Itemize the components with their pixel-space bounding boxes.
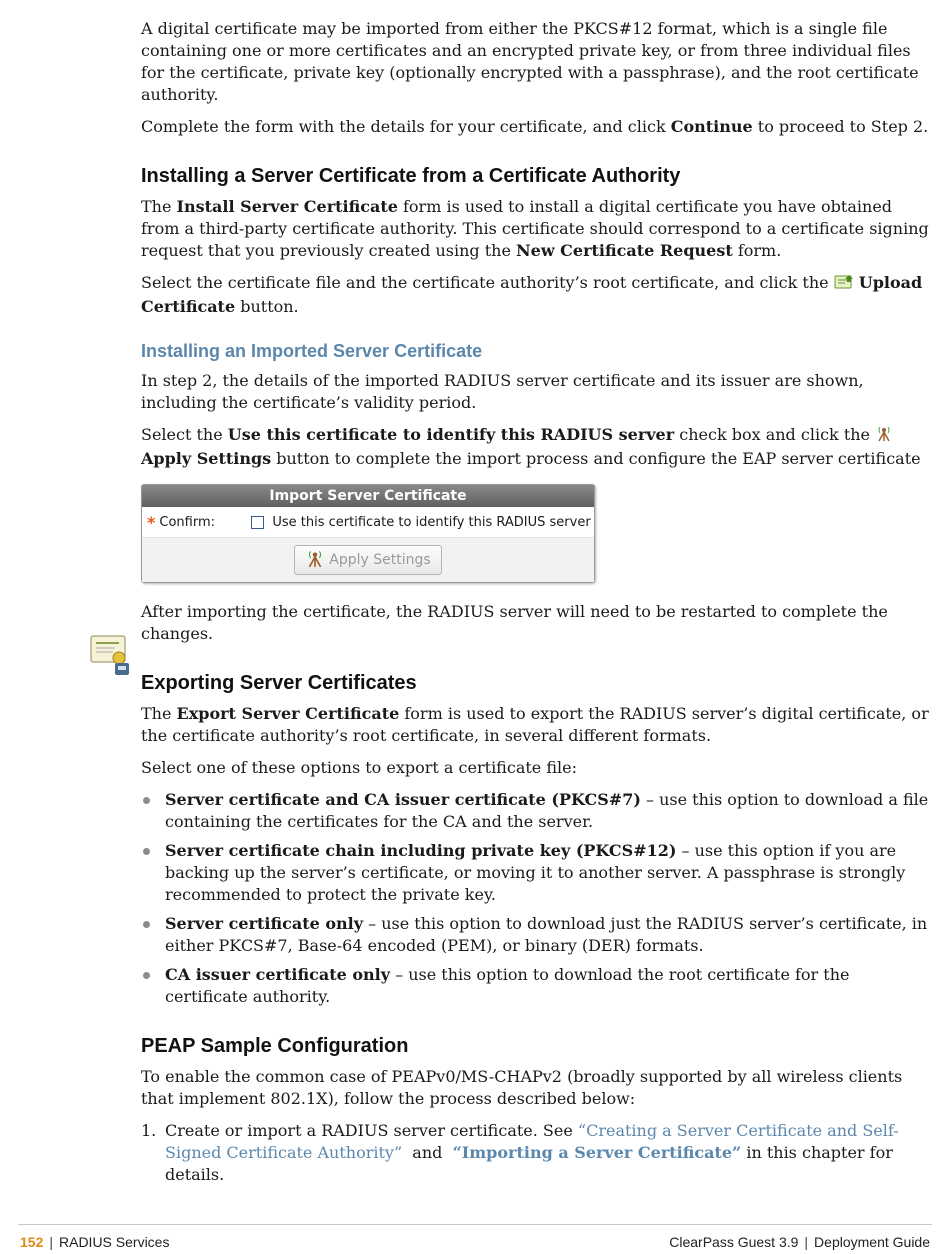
text: Select the (141, 425, 228, 444)
use-certificate-checkbox[interactable] (251, 516, 264, 529)
list-item (141, 964, 931, 1008)
peap-paragraph: To enable the common case of PEAPv0/MS-CHAPv2 (broadly supported by all wireless clients that implement 802.1X), follow the process described below: (141, 1067, 903, 1108)
export-server-certificate-term: Export Server Certificate (176, 704, 400, 723)
footer-right (669, 1234, 930, 1250)
list-item (141, 913, 931, 957)
upload-certificate-term: Upload Certificate (141, 273, 923, 316)
continue-term: Continue (670, 117, 753, 136)
text: and (402, 1143, 453, 1162)
antenna-icon (875, 424, 893, 448)
page-number: 152 (20, 1234, 44, 1250)
required-marker: * (147, 512, 156, 532)
list-item (141, 840, 931, 906)
intro-continue-paragraph (141, 116, 931, 138)
text: button to complete the import process and configure the EAP server certificate (271, 449, 921, 468)
link-creating-certificate[interactable]: “Creating a Server Certificate and Self-Signed Certificate Authority” (165, 1121, 899, 1162)
chapter-title: RADIUS Services (59, 1234, 170, 1250)
new-certificate-request-term: New Certificate Request (516, 241, 733, 260)
import-server-certificate-form (141, 484, 595, 583)
peap-steps (141, 1120, 931, 1186)
export-paragraph (141, 703, 931, 747)
bullet (143, 921, 150, 928)
text: Create or import a RADIUS server certificate. See (165, 1121, 578, 1140)
option-title: CA issuer certificate only (165, 965, 391, 984)
confirm-row (142, 507, 594, 538)
link-importing-certificate[interactable]: “Importing a Server Certificate” (452, 1143, 742, 1162)
product-name: ClearPass Guest 3.9 (669, 1234, 799, 1250)
option-title: Server certificate only (165, 914, 364, 933)
confirm-label: Confirm: (159, 514, 215, 530)
text: form. (732, 241, 782, 260)
imported-details-paragraph: In step 2, the details of the imported RADIUS server certificate and its issuer are shown, including the certificate’s validity period. (141, 371, 864, 412)
bullet (143, 972, 150, 979)
form-title: Import Server Certificate (142, 485, 594, 507)
heading-exporting: Exporting Server Certificates (141, 672, 417, 694)
upload-paragraph (141, 272, 931, 318)
after-import-paragraph: After importing the certificate, the RADIUS server will need to be restarted to complete the changes. (141, 602, 888, 643)
use-certificate-term: Use this certificate to identify this RADIUS server (227, 425, 675, 444)
option-title: Server certificate and CA issuer certificate (PKCS#7) (165, 790, 641, 809)
install-server-certificate-term: Install Server Certificate (176, 197, 398, 216)
page-content (141, 18, 931, 1186)
heading-peap: PEAP Sample Configuration (141, 1035, 409, 1057)
text: The (141, 197, 177, 216)
option-text: – use this option if you are backing up the server’s certificate, or moving it to another server. A passphrase is strongly recommended to protect the private key. (165, 841, 906, 904)
bullet (143, 848, 150, 855)
footer-divider: | (804, 1234, 809, 1250)
footer-rule (18, 1224, 932, 1225)
option-title: Server certificate chain including private key (PKCS#12) (165, 841, 677, 860)
text: button. (235, 297, 299, 316)
option-text: – use this option to download the root certificate for the certificate authority. (165, 965, 850, 1006)
apply-settings-paragraph (141, 424, 931, 470)
certificate-icon (89, 632, 133, 680)
option-text: – use this option to download just the RADIUS server’s certificate, in either PKCS#7, Base-64 encoded (PEM), or binary (DER) formats. (165, 914, 928, 955)
install-ca-paragraph (141, 196, 931, 262)
option-text: – use this option to download a file containing the certificates for the CA and the server. (165, 790, 929, 831)
text: form is used to export the RADIUS server’s digital certificate, or the certificate authority’s root certificate, in several different formats. (141, 704, 929, 745)
step-number: 1. (141, 1121, 157, 1140)
apply-settings-label: Apply Settings (329, 552, 431, 568)
footer-divider: | (49, 1234, 53, 1250)
apply-settings-button[interactable] (294, 545, 441, 575)
guide-title: Deployment Guide (814, 1234, 930, 1250)
bullet (143, 797, 150, 804)
list-item (141, 1120, 931, 1186)
apply-settings-term: Apply Settings (141, 449, 272, 468)
antenna-icon (305, 548, 325, 572)
footer-left (20, 1234, 169, 1250)
text: form is used to install a digital certificate you have obtained from a third-party certificate authority. This certificate should correspond to a certificate signing request that you previously created using the (141, 197, 929, 260)
text: in this chapter for details. (165, 1143, 893, 1184)
heading-install-ca: Installing a Server Certificate from a Certificate Authority (141, 165, 681, 187)
text: Select the certificate file and the certificate authority’s root certificate, and click the (141, 273, 834, 292)
form-footer (142, 538, 594, 582)
text: to proceed to Step 2. (752, 117, 929, 136)
export-options-intro: Select one of these options to export a certificate file: (141, 758, 577, 777)
export-options-list (141, 789, 931, 1008)
checkbox-label[interactable]: Use this certificate to identify this RADIUS server (272, 514, 591, 530)
text: Complete the form with the details for your certificate, and click (141, 117, 671, 136)
intro-paragraph: A digital certificate may be imported from either the PKCS#12 format, which is a single file containing one or more certificates and an encrypted private key, or from three individual files for the certificate, private key (optionally encrypted with a passphrase), and the root certificate authority. (141, 19, 919, 104)
list-item (141, 789, 931, 833)
heading-imported-certificate: Installing an Imported Server Certificate (141, 341, 483, 361)
text: The (141, 704, 177, 723)
text: check box and click the (674, 425, 876, 444)
upload-certificate-icon (834, 274, 854, 296)
